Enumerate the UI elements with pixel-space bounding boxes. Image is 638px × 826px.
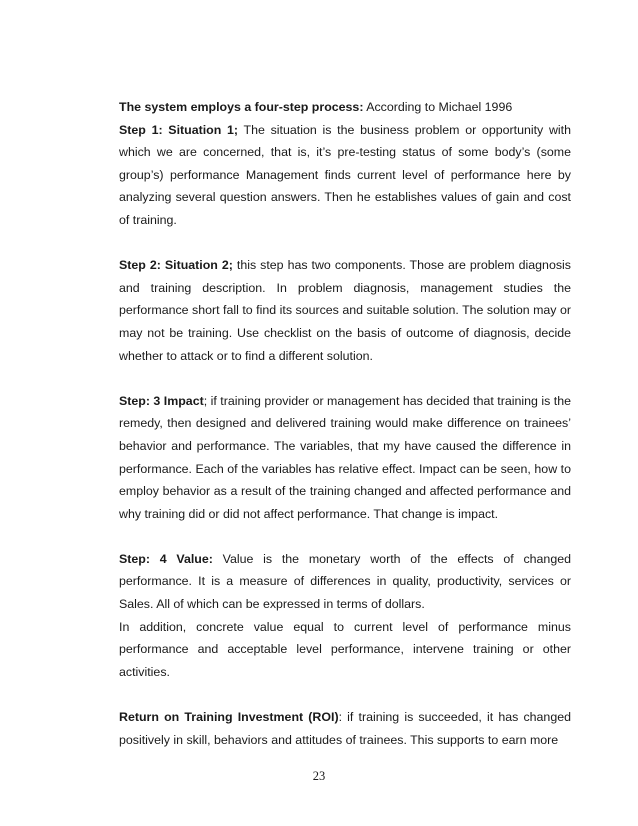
intro-heading: The system employs a four-step process: (119, 100, 364, 114)
step2-heading: Step 2: Situation 2; (119, 258, 233, 273)
step3-paragraph (119, 390, 571, 526)
spacer (119, 683, 571, 706)
intro-paragraph (119, 96, 571, 119)
roi-text: : if training is succeeded, it has changed positively in skill, behaviors and attitudes of trainees. This supports to earn more (119, 710, 571, 747)
intro-text: According to Michael 1996 (363, 100, 513, 114)
roi-paragraph (119, 706, 571, 751)
step3-heading: Step: 3 Impact (119, 393, 204, 408)
step4-paragraph (119, 548, 571, 616)
step4-heading: Step: 4 Value: (119, 551, 213, 566)
step4-text: Value is the monetary worth of the effects of changed performance. It is a measure of differences in quality, productivity, services or Sales. All of which can be expressed in terms of dollars. (119, 551, 571, 612)
step1-paragraph (119, 119, 571, 232)
step2-text: this step has two components. Those are problem diagnosis and training description. In problem diagnosis, management studies the performance short fall to find its sources and suitable solution. The solution may or may not be training. Use checklist on the basis of outcome of diagnosis, decide whether to attack or to find a different solution. (119, 258, 571, 363)
roi-heading: Return on Training Investment (ROI) (119, 710, 339, 725)
step3-text: ; if training provider or management has decided that training is the remedy, then designed and delivered training would make difference on trainees’ behavior and performance. The variables, that my have caused the difference in performance. Each of the variables has relative effect. Impact can be seen, how to employ behavior as a result of the training changed and affected performance and why training did or did not affect performance. That change is impact. (119, 393, 571, 521)
spacer (119, 367, 571, 390)
step1-text: The situation is the business problem or opportunity with which we are concerned, that is, it’s pre-testing status of some body’s (some group’s) performance Management finds current level of performance here by analyzing several question answers. Then he establishes values of gain and cost of training. (119, 122, 571, 227)
page-number: 23 (312, 769, 326, 783)
spacer (119, 232, 571, 255)
step1-heading: Step 1: Situation 1; (119, 122, 239, 137)
spacer (119, 525, 571, 548)
document-body (119, 96, 571, 751)
step2-paragraph (119, 254, 571, 367)
step4-addition-paragraph: In addition, concrete value equal to current level of performance minus performance and acceptable level performance, intervene training or other activities. (119, 619, 571, 679)
